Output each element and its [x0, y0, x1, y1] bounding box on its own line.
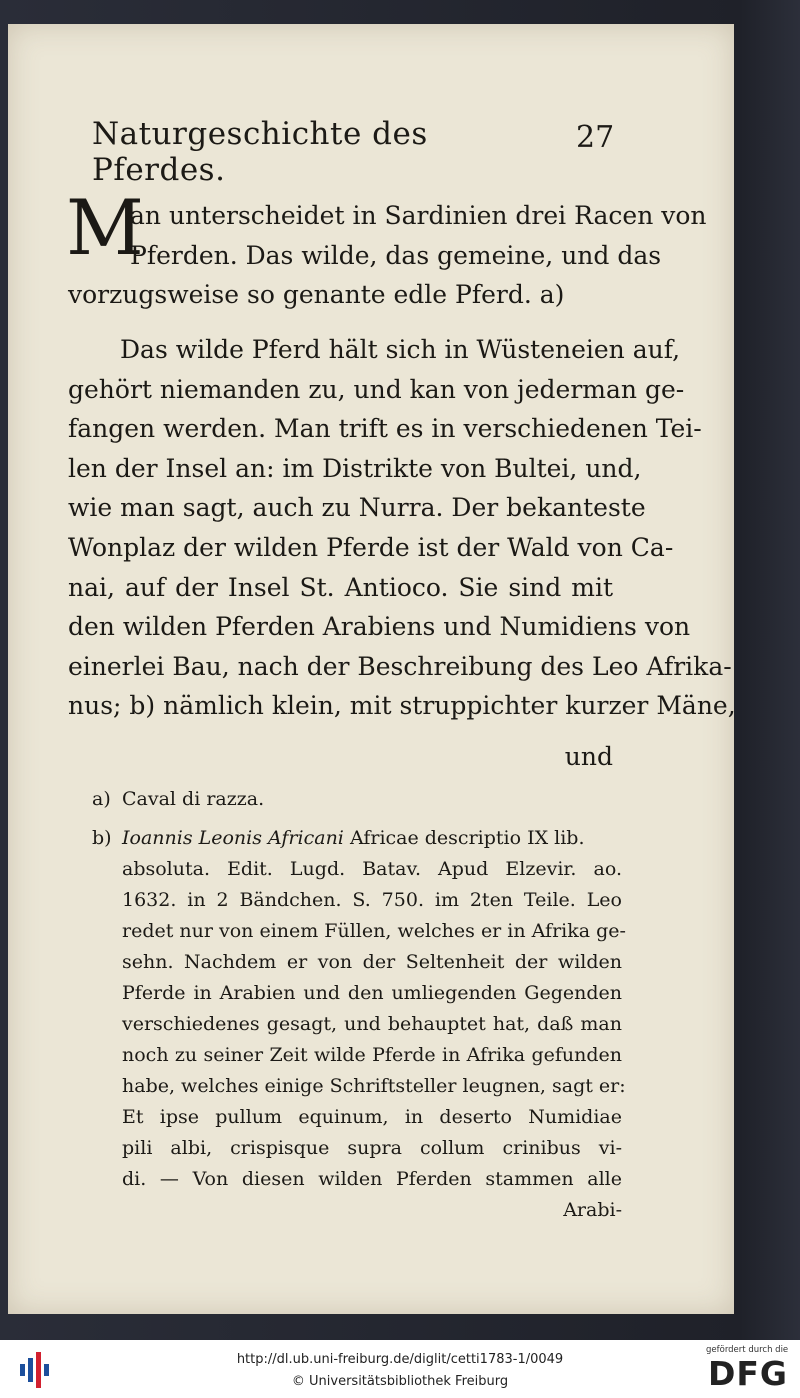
text-line: Et ipse pullum equinum, in deserto Numidiae [122, 1106, 622, 1128]
text-line: Das wilde Pferd hält sich in Wüsteneien auf, [120, 335, 681, 364]
footnote-catchword: Arabi- [563, 1199, 622, 1221]
copyright-notice: © Universitätsbibliothek Freiburg [291, 1374, 509, 1389]
text-line: vorzugsweise so genante edle Pferd. a) [68, 280, 565, 310]
text-line: absoluta. Edit. Lugd. Batav. Apud Elzevir. ao. [122, 858, 622, 880]
footnote-b-first-line [92, 823, 622, 854]
footnotes [92, 784, 626, 1226]
text-line: fangen werden. Man trift es in verschiedenen Tei- [68, 414, 702, 444]
paragraph-2 [68, 330, 736, 726]
footnote-mark: b) [92, 827, 112, 849]
footnote-text: Africae descriptio IX lib. [349, 827, 585, 849]
dfg-logo[interactable]: DFG [708, 1354, 789, 1393]
drop-cap: M [66, 183, 144, 272]
text-line: wie man sagt, auch zu Nurra. Der bekanteste [68, 493, 646, 523]
paragraph-1 [68, 196, 707, 315]
footnote-mark: a) [92, 788, 111, 810]
text-line: Pferde in Arabien und den umliegenden Gegenden [122, 982, 622, 1004]
catchword: und [564, 742, 613, 771]
author-name: Ioannis Leonis Africani [122, 827, 344, 849]
running-head: Naturgeschichte des Pferdes. [92, 116, 428, 188]
footnote-a [92, 784, 622, 815]
text-line: nus; b) nämlich klein, mit struppichter kurzer Mäne, [68, 691, 736, 721]
viewer-footer [0, 1340, 800, 1398]
text-line: den wilden Pferden Arabiens und Numidiens von [68, 612, 691, 642]
text-line: len der Insel an: im Distrikte von Bultei, und, [68, 453, 642, 483]
text-line: 1632. in 2 Bändchen. S. 750. im 2ten Teile. Leo [122, 889, 622, 911]
footnote-text: Caval di razza. [122, 788, 265, 810]
text-line: habe, welches einige Schriftsteller leugnen, sagt er: [122, 1075, 626, 1097]
text-line: di. — Von diesen wilden Pferden stammen alle [122, 1168, 622, 1190]
text-line: pili albi, crispisque supra collum crinibus vi- [122, 1137, 622, 1159]
text-line: an unterscheidet in Sardinien drei Racen von [130, 201, 707, 230]
text-line: Wonplaz der wilden Pferde ist der Wald von Ca- [68, 532, 674, 562]
book-page [8, 24, 734, 1314]
text-line: redet nur von einem Füllen, welches er in Afrika ge- [122, 920, 626, 942]
text-line: nai, auf der Insel St. Antioco. Sie sind mit [68, 572, 613, 602]
text-line: gehört niemanden zu, und kan von jederman ge- [68, 374, 685, 404]
permalink-url[interactable]: http://dl.ub.uni-freiburg.de/diglit/cetti1783-1/0049 [236, 1352, 564, 1367]
text-line: sehn. Nachdem er von der Seltenheit der wilden [122, 951, 622, 973]
text-line: Pferden. Das wilde, das gemeine, und das [130, 240, 662, 270]
page-number: 27 [576, 120, 615, 155]
text-line: verschiedenes gesagt, und behauptet hat, daß man [122, 1013, 622, 1035]
funding-note: gefördert durch die [706, 1345, 789, 1355]
text-line: noch zu seiner Zeit wilde Pferde in Afrika gefunden [122, 1044, 622, 1066]
text-line: einerlei Bau, nach der Beschreibung des Leo Afrika- [68, 651, 732, 681]
